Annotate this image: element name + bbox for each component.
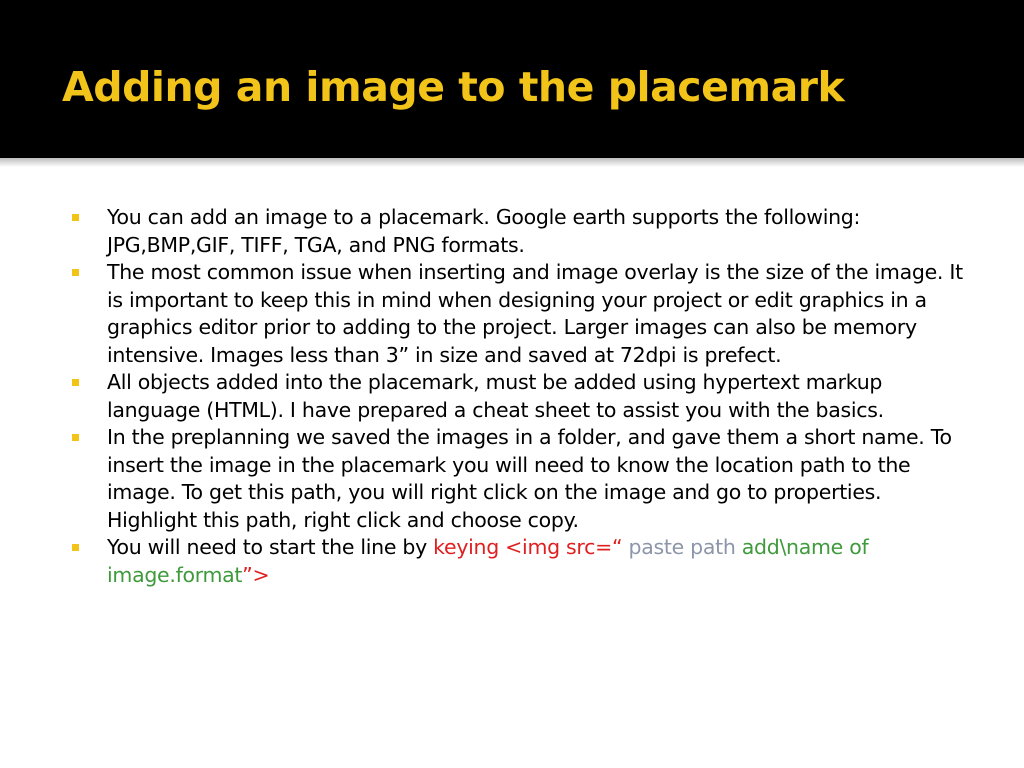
bullet-item (72, 534, 972, 589)
bullet-square-icon (72, 544, 79, 551)
bullet-item (72, 204, 972, 259)
code-red-end-text: ”> (242, 562, 270, 587)
code-green-text: add\name of image.format (107, 535, 869, 587)
bullet-text: You can add an image to a placemark. Google earth supports the following: JPG,BMP,GIF, TIFF, TGA, and PNG formats. (107, 205, 861, 257)
bullet-list (72, 204, 972, 589)
code-gray-text: paste path (622, 535, 742, 559)
bullet-square-icon (72, 379, 79, 386)
code-red-text: keying <img src=“ (433, 535, 623, 559)
bullet-text: The most common issue when inserting and image overlay is the size of the image. It is important to keep this in mind when designing your project or edit graphics in a graphics editor prior to adding to the project. Larger images can also be memory intensive. Images less than 3” in size and saved at 72dpi is prefect. (107, 260, 963, 367)
bullet-text: All objects added into the placemark, must be added using hypertext markup language (HTML). I have prepared a cheat sheet to assist you with the basics. (107, 370, 884, 422)
bullet-item (72, 369, 972, 424)
slide-title: Adding an image to the placemark (62, 63, 845, 111)
bullet-square-icon (72, 434, 79, 441)
bullet-text: In the preplanning we saved the images in a folder, and gave them a short name. To insert the image in the placemark you will need to know the location path to the image. To get this path, you will right click on the image and go to properties. Highlight this path, right click and choose copy. (107, 425, 952, 532)
bullet-item (72, 259, 972, 369)
bullet-text: You will need to start the line by (107, 535, 434, 559)
bullet-square-icon (72, 214, 79, 221)
title-divider (0, 158, 1024, 167)
bullet-item (72, 424, 972, 534)
bullet-square-icon (72, 269, 79, 276)
title-band (0, 0, 1024, 158)
